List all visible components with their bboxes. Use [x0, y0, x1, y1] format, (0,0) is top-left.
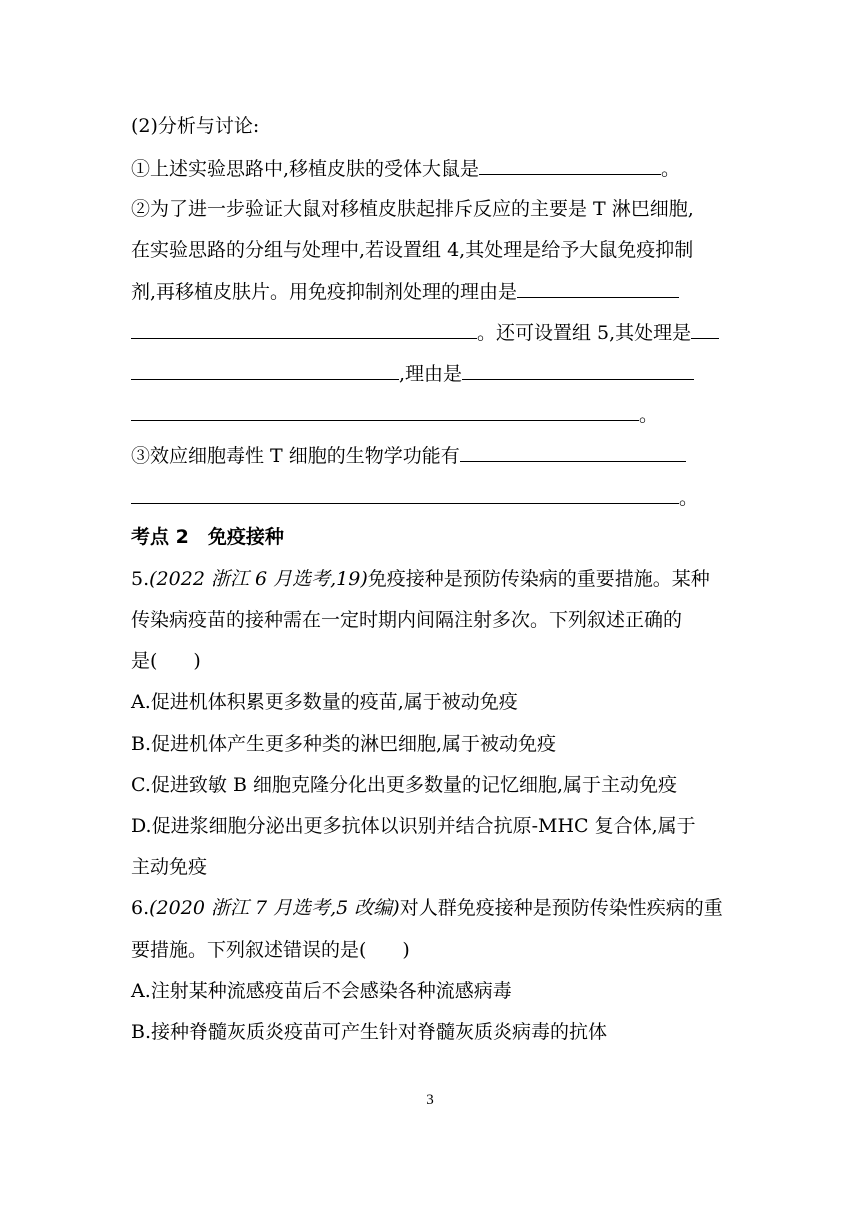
answer-blank-5a[interactable]	[460, 443, 686, 462]
question-2-text-5: ,理由是	[399, 363, 463, 385]
q6-line-2	[131, 938, 410, 962]
q5-option-c-text: C.促进致敏 B 细胞克隆分化出更多数量的记忆细胞,属于主动免疫	[131, 774, 677, 796]
question-2-text-2: 在实验思路的分组与处理中,若设置组 4,其处理是给予大鼠免疫抑制	[131, 239, 694, 261]
q6-stem-2a: 要措施。下列叙述错误的是(	[131, 939, 367, 961]
punctuation: 。	[639, 404, 659, 426]
q5-line-1	[131, 567, 710, 591]
q5-stem-3b: )	[193, 650, 201, 672]
punctuation: 。	[661, 158, 681, 180]
q6-source: (2020 浙江 7 月选考,5 改编)	[149, 897, 400, 919]
answer-blank-2b[interactable]	[131, 320, 477, 339]
q5-stem-1: 免疫接种是预防传染病的重要措施。某种	[367, 568, 710, 590]
q6-option-a-text: A.注射某种流感疫苗后不会感染各种流感病毒	[131, 980, 512, 1002]
answer-blank-5b[interactable]	[131, 485, 679, 504]
q5-line-2	[131, 608, 682, 632]
section-title-text: 考点 2 免疫接种	[131, 526, 284, 548]
q6-number: 6.	[131, 897, 150, 919]
question-1-line	[131, 156, 680, 181]
question-2-text-1: ②为了进一步验证大鼠对移植皮肤起排斥反应的主要是 T 淋巴细胞,	[131, 198, 694, 220]
question-2-text-3: 剂,再移植皮肤片。用免疫抑制剂处理的理由是	[131, 281, 518, 303]
question-2-line-4	[131, 320, 719, 345]
q5-number: 5.	[131, 568, 150, 590]
analysis-heading-text: (2)分析与讨论:	[131, 115, 260, 137]
q6-stem-2b: )	[402, 939, 410, 961]
q5-option-b	[131, 732, 556, 756]
q5-option-d-line-2	[131, 855, 207, 879]
answer-blank-3b[interactable]	[131, 361, 399, 380]
question-2-line-3	[131, 279, 679, 304]
question-2-line-5	[131, 361, 694, 386]
question-2-line-6	[131, 402, 658, 427]
question-2-line-2	[131, 238, 693, 262]
section-title	[131, 525, 284, 549]
answer-blank-4b[interactable]	[131, 402, 639, 421]
question-3-line-1	[131, 443, 686, 468]
q5-option-b-text: B.促进机体产生更多种类的淋巴细胞,属于被动免疫	[131, 733, 557, 755]
q5-option-d-text-1: D.促进浆细胞分泌出更多抗体以识别并结合抗原-MHC 复合体,属于	[131, 815, 696, 837]
q5-stem-3a: 是(	[131, 650, 158, 672]
q6-stem-1: 对人群免疫接种是预防传染性疾病的重	[399, 897, 723, 919]
q5-option-c	[131, 773, 677, 797]
question-2-line-1	[131, 197, 694, 221]
answer-blank-4a[interactable]	[462, 361, 694, 380]
q6-line-1	[131, 896, 723, 920]
question-2-text-4: 。还可设置组 5,其处理是	[477, 322, 692, 344]
q5-option-d-line-1	[131, 814, 696, 838]
q5-line-3	[131, 649, 201, 673]
q6-option-b	[131, 1020, 607, 1044]
analysis-heading	[131, 114, 259, 138]
question-3-line-2	[131, 485, 698, 510]
q5-stem-2: 传染病疫苗的接种需在一定时期内间隔注射多次。下列叙述正确的	[131, 609, 683, 631]
punctuation: 。	[679, 487, 699, 509]
q5-option-a-text: A.促进机体积累更多数量的疫苗,属于被动免疫	[131, 691, 518, 713]
answer-blank-3a[interactable]	[691, 320, 719, 339]
answer-blank-1[interactable]	[479, 156, 661, 175]
page-number: 3	[426, 1092, 434, 1108]
q5-option-a	[131, 690, 518, 714]
q6-option-a	[131, 979, 512, 1003]
q5-option-d-text-2: 主动免疫	[131, 856, 208, 878]
question-1-text: ①上述实验思路中,移植皮肤的受体大鼠是	[131, 158, 480, 180]
question-3-text: ③效应细胞毒性 T 细胞的生物学功能有	[131, 445, 460, 467]
q5-source: (2022 浙江 6 月选考,19)	[149, 568, 368, 590]
q6-option-b-text: B.接种脊髓灰质炎疫苗可产生针对脊髓灰质炎病毒的抗体	[131, 1021, 608, 1043]
answer-blank-2a[interactable]	[517, 279, 679, 298]
